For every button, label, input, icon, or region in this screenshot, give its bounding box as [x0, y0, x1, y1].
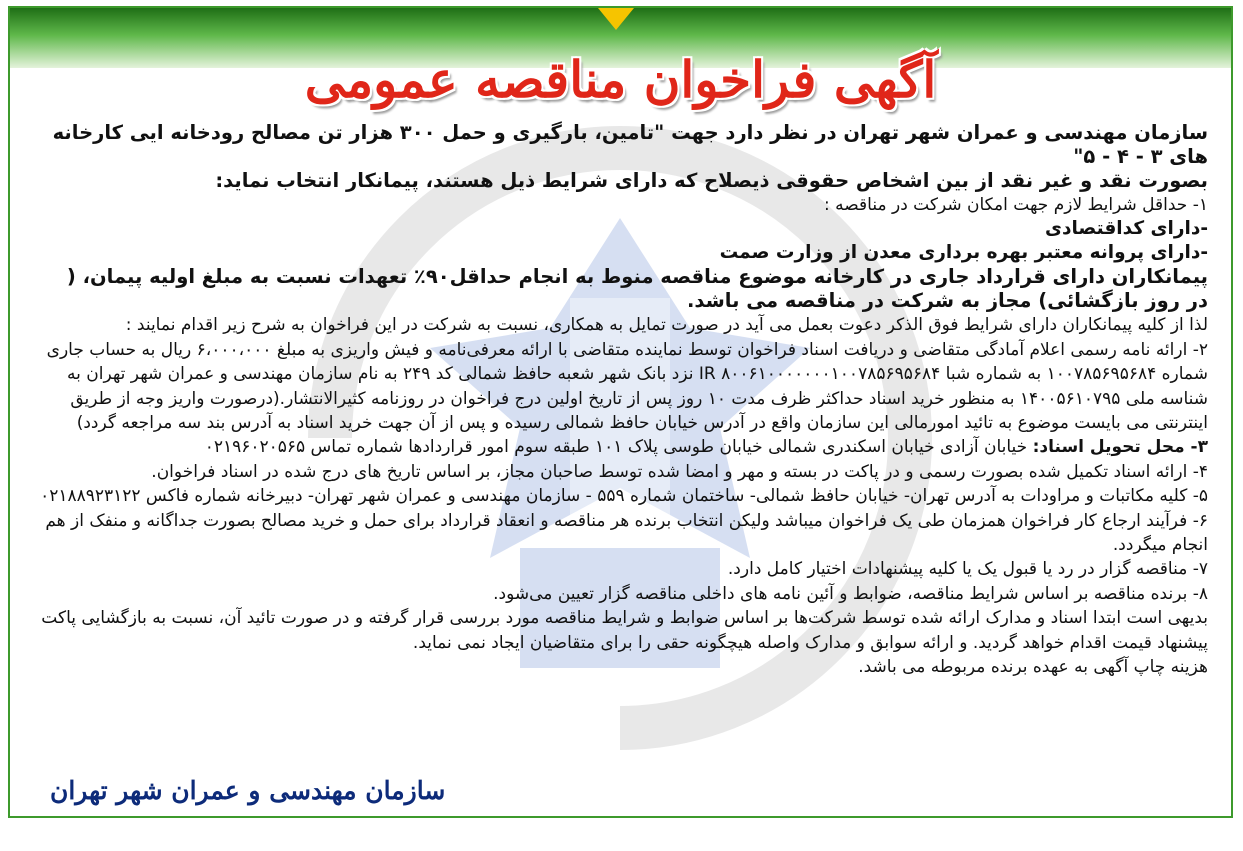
item-8: ۸- برنده مناقصه بر اساس شرایط مناقصه، ضوابط و آئین نامه های داخلی مناقصه گزار تعیین می‌شود. [493, 583, 1208, 604]
notice-frame [8, 6, 1233, 818]
invitation-text: لذا از کلیه پیمانکاران دارای شرایط فوق الذکر دعوت بعمل می آید در صورت تمایل به همکاری، نسبت به شرکت در این فراخوان به شرح زیر اقدام نمایند : [125, 315, 1208, 336]
item-7: ۷- مناقصه گزار در رد یا قبول یک یا کلیه پیشنهادات اختیار کامل دارد. [727, 559, 1208, 580]
intro-line-2: بصورت نقد و غیر نقد از بین اشخاص حقوقی ذیصلاح که دارای شرایط ذیل هستند، پیمانکار انتخاب نماید: [215, 169, 1208, 192]
condition-item: -دارای کداقتصادی [1045, 218, 1208, 240]
item-4: ۴- ارائه اسناد تکمیل شده بصورت رسمی و در پاکت در بسته و مهر و امضا شده توسط صاحبان مجاز، بر اساس تاریخ های درج شده در اسناد فراخوان. [151, 461, 1208, 482]
item-3-text: خیابان آزادی خیابان اسکندری شمالی خیابان طوسی پلاک ۱۰۱ طبقه سوم امور قراردادها شماره تماس ۰۲۱۹۶۰۲۰۵۶۵ [204, 437, 1033, 458]
conditions-heading: ۱- حداقل شرایط لازم جهت امکان شرکت در مناقصه : [824, 195, 1208, 215]
closing-text: بدیهی است ابتدا اسناد و مدارک ارائه شده توسط شرکت‌ها بر اساس ضوابط و شرایط مناقصه مورد بررسی قرار گرفته و در صورت تائید آن، نسبت به بازگشایی پاکت پیشنهاد قیمت اقدام خواهد گردید. و ارائه سوابق و مدارک واصله هیچگونه حقی را برای متقاضیان ایجاد نمی نماید. [41, 608, 1208, 653]
item-3-label: ۳- محل تحویل اسناد: [1032, 437, 1208, 458]
cost-note: هزینه چاپ آگهی به عهده برنده مربوطه می باشد. [858, 657, 1208, 678]
intro-line-1: سازمان مهندسی و عمران شهر تهران در نظر دارد جهت "تامین، بارگیری و حمل ۳۰۰ هزار تن مصالح رودخانه ایی کارخانه های ۳ - ۴ - ۵" [52, 121, 1208, 168]
item-3 [40, 435, 1208, 459]
condition-item: -دارای پروانه معتبر بهره برداری معدن از وزارت صمت [719, 242, 1208, 264]
item-6: ۶- فرآیند ارجاع کار فراخوان همزمان طی یک فراخوان میباشد ولیکن انتخاب برنده هر مناقصه و انعقاد قرارداد برای حمل و خرید مصالح بصورت جداگانه و منفک از هم انجام میگردد. [45, 510, 1208, 556]
item-5: ۵- کلیه مکاتبات و مراودات به آدرس تهران- خیابان حافظ شمالی- ساختمان شماره ۵۵۹ - سازمان مهندسی و عمران شهر تهران- دبیرخانه شماره فاکس ۰۲۱۸۸۹۲۳۱۲۲ [40, 486, 1208, 507]
down-arrow-icon [598, 8, 634, 30]
page-title: آگهی فراخوان مناقصه عمومی [304, 50, 937, 109]
organization-name: سازمان مهندسی و عمران شهر تهران [50, 776, 446, 805]
contractors-note: پیمانکاران دارای قرارداد جاری در کارخانه موضوع مناقصه منوط به انجام حداقل۹۰٪ تعهدات نسبت به مبلغ اولیه پیمان، ( در روز بازگشائی) مجاز به شرکت در مناقصه می باشد. [66, 265, 1208, 313]
item-2: ۲- ارائه نامه رسمی اعلام آمادگی متقاضی و دریافت اسناد فراخوان توسط نماینده متقاضی با ارائه معرفی‌نامه و فیش واریزی به مبلغ ۶،۰۰۰،۰۰۰ ریال به حساب جاری شماره ۱۰۰۷۸۵۶۹۵۶۸۴ به شماره شبا IR ۸۰۰۶۱۰۰۰۰۰۰۰۱۰۰۷۸۵۶۹۵۶۸۴ نزد بانک شهر شعبه حافظ شمالی کد ۲۴۹ به نام سازمان مهندسی و عمران شهر تهران به شناسه ملی ۱۴۰۰۵۶۱۰۷۹۵ به منظور خرید اسناد حداکثر ظرف مدت ۱۰ روز پس از تاریخ اولین درج فراخوان در روزنامه کثیرالانتشار.(درصورت واریز وجه از طریق اینترنتی می بایست موضوع به تائید امورمالی این سازمان واقع در آدرس خیابان حافظ شمالی رسیده و پس از آن جهت خرید اسناد به آدرس بند سه مراجعه گردد) [46, 339, 1208, 434]
notice-body [40, 121, 1208, 680]
